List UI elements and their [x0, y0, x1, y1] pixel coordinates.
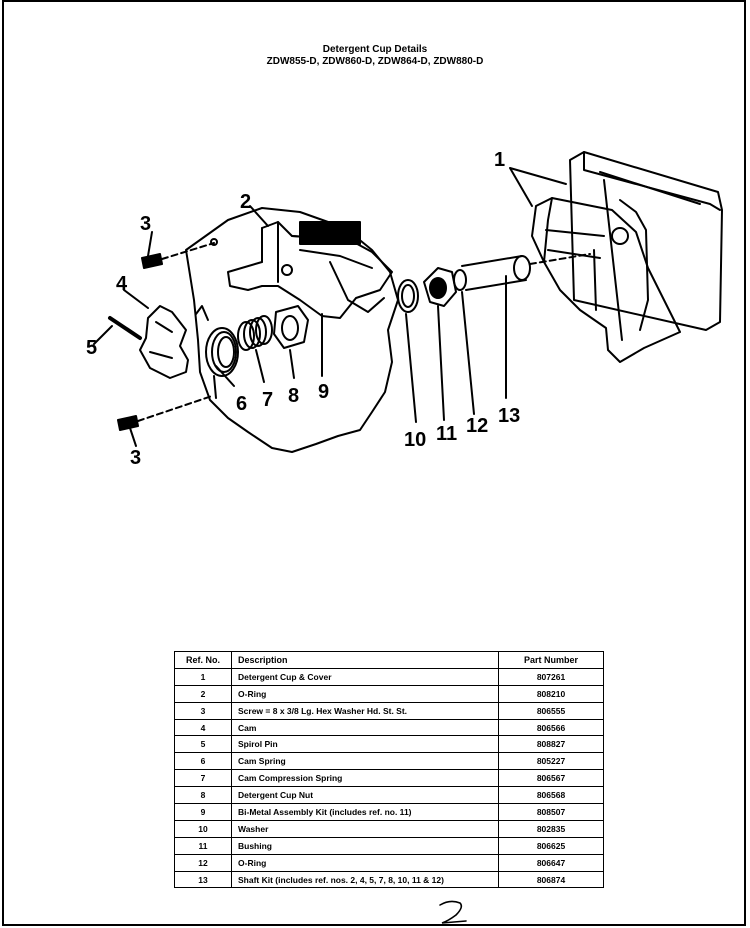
- row-ref: 4: [175, 719, 232, 736]
- table-row: [175, 804, 604, 821]
- washer: [398, 280, 418, 312]
- callout-7: 7: [262, 389, 274, 411]
- compression-spring: [238, 316, 272, 350]
- row-part-number: 806555: [499, 702, 604, 719]
- row-description: O-Ring: [232, 685, 499, 702]
- row-description: Cam Compression Spring: [232, 770, 499, 787]
- row-description: Cam: [232, 719, 499, 736]
- screw-bottom: [118, 396, 212, 430]
- row-part-number: 806647: [499, 854, 604, 871]
- cam: [140, 306, 188, 378]
- row-description: Shaft Kit (includes ref. nos. 2, 4, 5, 7, 8, 10, 11 & 12): [232, 871, 499, 888]
- row-description: Detergent Cup Nut: [232, 787, 499, 804]
- row-description: Spirol Pin: [232, 736, 499, 753]
- title-line-1: Detergent Cup Details: [322, 44, 428, 55]
- bushing: [424, 268, 456, 306]
- table-row: [175, 854, 604, 871]
- row-part-number: 802835: [499, 820, 604, 837]
- table-row: [175, 820, 604, 837]
- row-part-number: 808507: [499, 804, 604, 821]
- table-row: [175, 719, 604, 736]
- row-ref: 10: [175, 820, 232, 837]
- row-ref: 11: [175, 837, 232, 854]
- row-part-number: 808827: [499, 736, 604, 753]
- row-ref: 12: [175, 854, 232, 871]
- row-part-number: 806566: [499, 719, 604, 736]
- row-description: Screw = 8 x 3/8 Lg. Hex Washer Hd. St. St.: [232, 702, 499, 719]
- header-ref-no: Ref. No.: [175, 652, 232, 669]
- row-ref: 9: [175, 804, 232, 821]
- table-row: [175, 770, 604, 787]
- header-description: Description: [232, 652, 499, 669]
- callout-1: 1: [494, 149, 506, 171]
- title-line-2: ZDW855-D, ZDW860-D, ZDW864-D, ZDW880-D: [266, 56, 484, 67]
- row-description: Bi-Metal Assembly Kit (includes ref. no. 11): [232, 804, 499, 821]
- row-part-number: 806567: [499, 770, 604, 787]
- table-header-row: [175, 652, 604, 669]
- detergent-cup: [532, 152, 722, 362]
- row-part-number: 807261: [499, 668, 604, 685]
- row-ref: 5: [175, 736, 232, 753]
- callout-3-top: 3: [140, 213, 152, 235]
- row-description: Detergent Cup & Cover: [232, 668, 499, 685]
- table-row: [175, 837, 604, 854]
- table-row: [175, 871, 604, 888]
- table-row: [175, 668, 604, 685]
- row-ref: 7: [175, 770, 232, 787]
- row-ref: 3: [175, 702, 232, 719]
- row-description: Bushing: [232, 837, 499, 854]
- table-row: [175, 787, 604, 804]
- row-description: Washer: [232, 820, 499, 837]
- table-row: [175, 702, 604, 719]
- row-ref: 13: [175, 871, 232, 888]
- row-part-number: 805227: [499, 753, 604, 770]
- callout-4: 4: [116, 273, 128, 295]
- o-ring: [454, 270, 466, 290]
- shaft: [462, 254, 590, 290]
- spirol-pin: [110, 318, 140, 338]
- row-description: Cam Spring: [232, 753, 499, 770]
- callout-10: 10: [404, 429, 427, 451]
- header-part-number: Part Number: [499, 652, 604, 669]
- table-row: [175, 685, 604, 702]
- callout-6: 6: [236, 393, 248, 415]
- row-ref: 1: [175, 668, 232, 685]
- screw-top: [142, 239, 217, 268]
- table-row: [175, 753, 604, 770]
- row-part-number: 806568: [499, 787, 604, 804]
- row-part-number: 808210: [499, 685, 604, 702]
- detergent-cup-nut: [274, 306, 308, 348]
- row-ref: 2: [175, 685, 232, 702]
- callout-5: 5: [86, 337, 98, 359]
- parts-table: [174, 651, 604, 888]
- callout-9: 9: [318, 381, 330, 403]
- callout-8: 8: [288, 385, 300, 407]
- callout-12: 12: [466, 415, 489, 437]
- row-ref: 8: [175, 787, 232, 804]
- table-row: [175, 736, 604, 753]
- mounting-plate: [186, 208, 398, 452]
- callout-11: 11: [436, 423, 458, 445]
- callout-3-bottom: 3: [130, 447, 142, 469]
- bimetal-assembly: [228, 222, 392, 318]
- callout-13: 13: [498, 405, 521, 427]
- handwritten-page-mark: [436, 897, 476, 927]
- row-ref: 6: [175, 753, 232, 770]
- row-part-number: 806625: [499, 837, 604, 854]
- callout-2: 2: [240, 191, 252, 213]
- row-description: O-Ring: [232, 854, 499, 871]
- row-part-number: 806874: [499, 871, 604, 888]
